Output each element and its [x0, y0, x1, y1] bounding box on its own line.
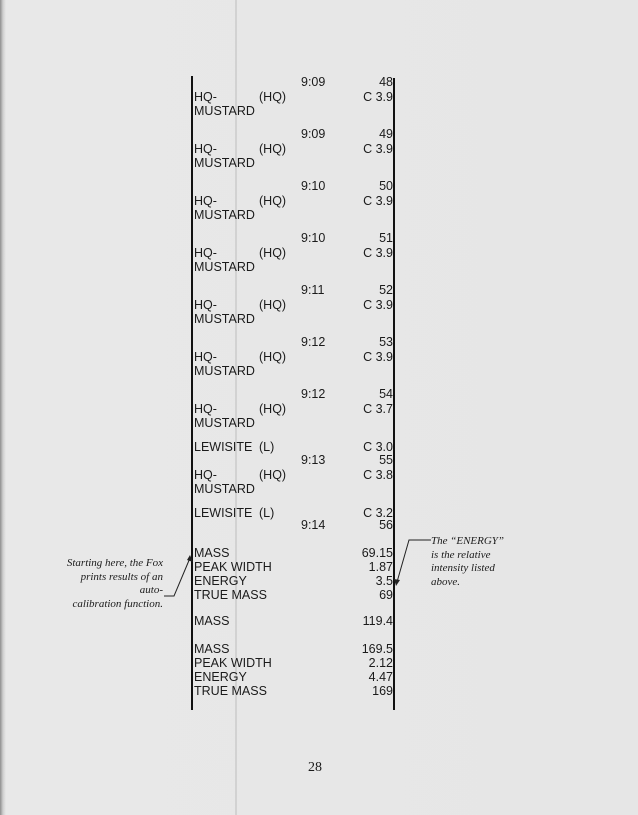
calibration-label: MASS	[194, 614, 230, 628]
left-annotation-line: Starting here, the Fox	[66, 557, 163, 569]
calibration-value: 169	[372, 684, 393, 698]
calibration-value: 1.87	[368, 560, 393, 574]
entry-number: 56	[379, 518, 393, 532]
calibration-label: MASS	[194, 546, 230, 560]
compound-name: LEWISITE	[194, 506, 253, 520]
calibration-label: MASS	[194, 642, 230, 656]
right-annotation-line: intensity listed	[431, 562, 495, 574]
compound-name: HQ-	[194, 298, 217, 312]
compound-value: C 3.9	[363, 194, 393, 208]
compound-name: HQ-	[194, 142, 217, 156]
calibration-label: TRUE MASS	[194, 588, 267, 602]
compound-name: MUSTARD	[194, 312, 255, 326]
compound-value: C 3.9	[363, 350, 393, 364]
compound-name: MUSTARD	[194, 482, 255, 496]
compound-name: MUSTARD	[194, 416, 255, 430]
calibration-value: 69.15	[361, 546, 393, 560]
compound-value: C 3.9	[363, 90, 393, 104]
calibration-label: PEAK WIDTH	[194, 656, 272, 670]
entry-number: 49	[379, 127, 393, 141]
compound-value: C 3.7	[363, 402, 393, 416]
compound-name: MUSTARD	[194, 156, 255, 170]
entry-number: 55	[379, 453, 393, 467]
calibration-label: ENERGY	[194, 670, 247, 684]
compound-name: HQ-	[194, 402, 217, 416]
entry-number: 48	[379, 75, 393, 89]
tape-right-edge	[393, 78, 395, 710]
compound-name: HQ-	[194, 468, 217, 482]
compound-name: MUSTARD	[194, 364, 255, 378]
compound-name: HQ-	[194, 194, 217, 208]
entry-time: 9:14	[301, 518, 326, 532]
entry-number: 52	[379, 283, 393, 297]
left-annotation-line: calibration function.	[72, 597, 163, 610]
compound-tag: (HQ)	[259, 90, 287, 104]
calibration-label: TRUE MASS	[194, 684, 267, 698]
entry-time: 9:09	[301, 127, 326, 141]
compound-tag: (HQ)	[259, 194, 287, 208]
compound-name: HQ-	[194, 246, 217, 260]
right-annotation-line: above.	[431, 575, 461, 588]
compound-name: MUSTARD	[194, 208, 255, 222]
tape-left-edge	[191, 76, 193, 710]
compound-tag: (L)	[259, 440, 275, 454]
calibration-value: 119.4	[362, 614, 393, 628]
calibration-value: 4.47	[368, 670, 393, 684]
calibration-value: 2.12	[368, 656, 393, 670]
left-annotation-line: prints results of an auto-	[80, 570, 163, 596]
compound-tag: (HQ)	[259, 298, 287, 312]
entry-number: 54	[379, 387, 393, 401]
compound-tag: (HQ)	[259, 402, 287, 416]
compound-name: MUSTARD	[194, 260, 255, 274]
compound-value: C 3.2	[363, 506, 393, 520]
right-annotation	[431, 535, 521, 589]
right-annotation-line: is the relative	[431, 548, 491, 561]
entry-number: 51	[379, 231, 393, 245]
compound-value: C 3.9	[363, 298, 393, 312]
compound-tag: (HQ)	[259, 468, 287, 482]
compound-value: C 3.9	[363, 246, 393, 260]
entry-time: 9:09	[301, 75, 326, 89]
calibration-value: 3.5	[375, 574, 393, 588]
right-annotation-line: The “ENERGY”	[431, 535, 505, 547]
compound-tag: (HQ)	[259, 350, 287, 364]
left-annotation	[55, 557, 163, 611]
compound-name: HQ-	[194, 350, 217, 364]
compound-value: C 3.8	[363, 468, 393, 482]
compound-name: MUSTARD	[194, 104, 255, 118]
page-number: 28	[308, 760, 322, 775]
entry-time: 9:12	[301, 335, 326, 349]
compound-value: C 3.0	[363, 440, 393, 454]
calibration-value: 69	[379, 588, 393, 602]
compound-tag: (L)	[259, 506, 275, 520]
compound-tag: (HQ)	[259, 246, 287, 260]
entry-time: 9:10	[301, 179, 326, 193]
entry-time: 9:10	[301, 231, 326, 245]
entry-time: 9:13	[301, 453, 326, 467]
entry-number: 50	[379, 179, 393, 193]
compound-value: C 3.9	[363, 142, 393, 156]
calibration-label: PEAK WIDTH	[194, 560, 272, 574]
compound-name: HQ-	[194, 90, 217, 104]
right-annotation-arrow	[393, 538, 433, 588]
compound-tag: (HQ)	[259, 142, 287, 156]
entry-time: 9:12	[301, 387, 326, 401]
left-annotation-arrow	[162, 552, 196, 602]
compound-name: LEWISITE	[194, 440, 253, 454]
entry-number: 53	[379, 335, 393, 349]
calibration-label: ENERGY	[194, 574, 247, 588]
entry-time: 9:11	[301, 283, 325, 297]
calibration-value: 169.5	[361, 642, 393, 656]
